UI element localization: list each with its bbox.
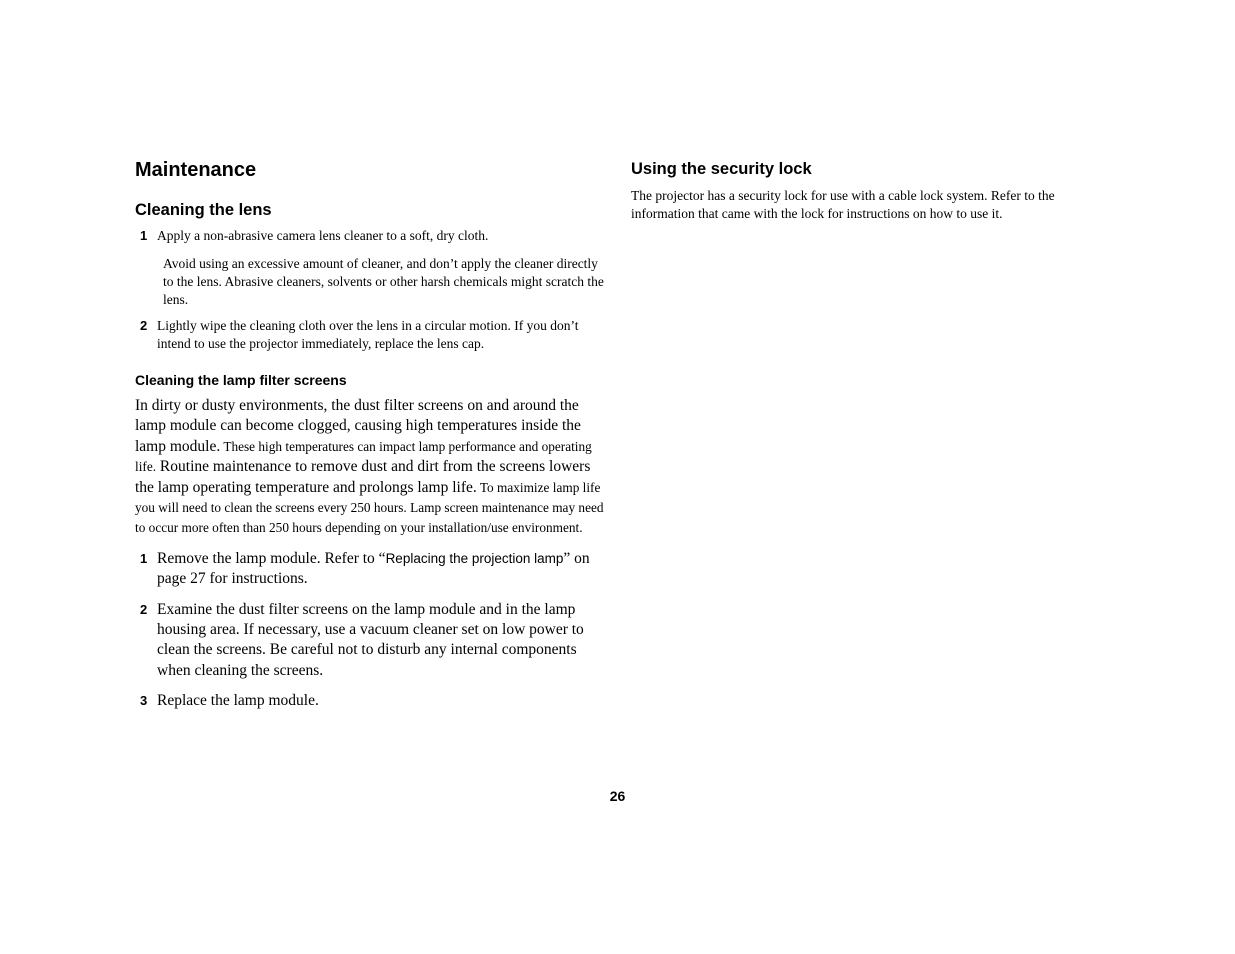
step-text-pre: Remove the lamp module. Refer to “ [157, 549, 386, 567]
page-title: Maintenance [135, 159, 257, 181]
step-number: 1 [140, 550, 148, 566]
step-text-post: ” on page 27 for instructions. [157, 549, 590, 588]
step-text: Apply a non-abrasive camera lens cleaner to a soft, dry cloth. [157, 228, 489, 243]
filter-paragraph [135, 396, 605, 539]
step-number: 2 [140, 318, 148, 333]
security-lock-heading: Using the security lock [631, 160, 812, 178]
step-text: Replace the lamp module. [157, 692, 319, 710]
filter-step-2 [135, 600, 605, 682]
step-number: 1 [140, 228, 148, 243]
lens-note: Avoid using an excessive amount of cleaner, and don’t apply the cleaner directly to the lens. Abrasive cleaners, solvents or other harsh chemicals might scratch the lens. [163, 256, 604, 307]
filter-heading: Cleaning the lamp filter screens [135, 372, 347, 388]
right-column [631, 156, 1096, 222]
lens-step-1 [135, 227, 605, 245]
security-lock-text: The projector has a security lock for use with a cable lock system. Refer to the information that came with the lock for instructions on how to use it. [631, 188, 1055, 221]
lens-heading: Cleaning the lens [135, 201, 272, 219]
step-number: 2 [140, 601, 148, 617]
filter-text-4: To maximize lamp life you will need to clean the screens every 250 hours. Lamp screen maintenance may need to occur more often than 250 hours depending on your installation/use environment. [135, 479, 604, 536]
filter-text-2: These high temperatures can impact lamp performance and operating life. [135, 438, 592, 475]
filter-step-3 [135, 691, 605, 711]
filter-text-3: Routine maintenance to remove dust and dirt from the screens lowers the lamp operating temperature and prolongs lamp life. [135, 458, 591, 496]
page-number: 26 [609, 788, 626, 804]
step-text: Lightly wipe the cleaning cloth over the lens in a circular motion. If you don’t intend to use the projector immediately, replace the lens cap. [157, 318, 579, 351]
lens-step-2 [135, 317, 605, 353]
filter-step-1 [135, 549, 605, 590]
step-text: Examine the dust filter screens on the lamp module and in the lamp housing area. If necessary, use a vacuum cleaner set on low power to clean the screens. Be careful not to disturb any internal components when cleaning the screens. [157, 600, 584, 679]
filter-text-1: In dirty or dusty environments, the dust filter screens on and around the lamp module can become clogged, causing high temperatures inside the lamp module. [135, 397, 581, 455]
step-number: 3 [140, 693, 148, 709]
cross-reference-link[interactable]: Replacing the projection lamp [385, 550, 564, 566]
left-column [135, 156, 605, 712]
